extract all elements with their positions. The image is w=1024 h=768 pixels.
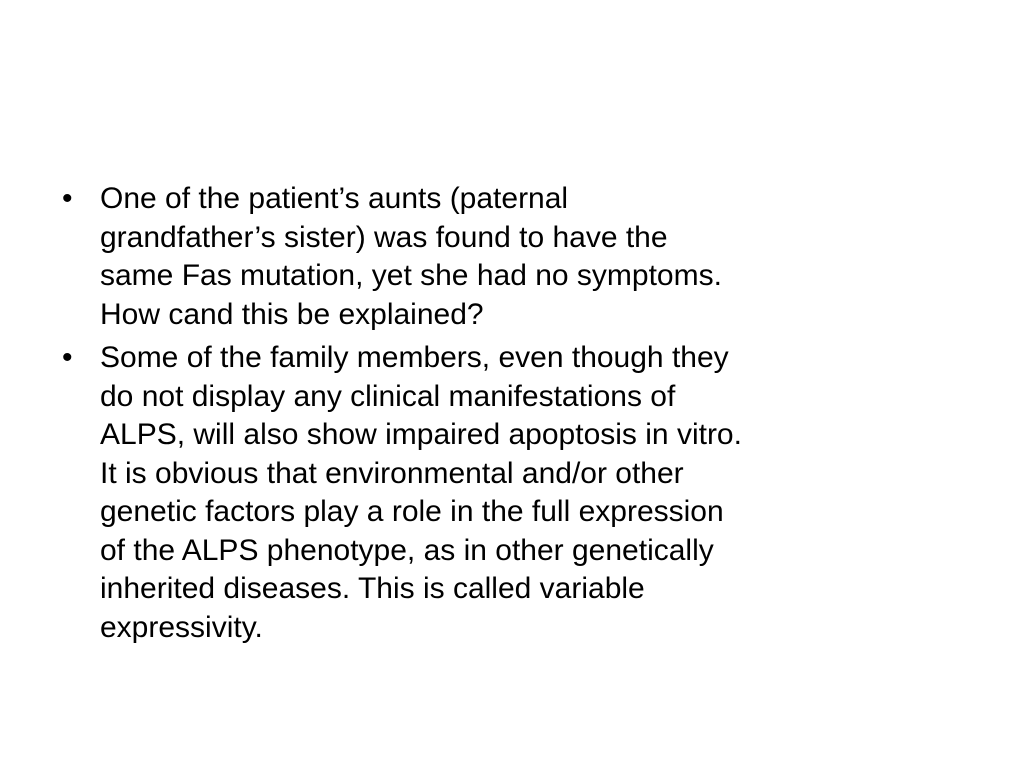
text-line: genetic factors play a role in the full expression [100,495,724,528]
bullet-text [100,339,962,647]
text-line: do not display any clinical manifestations of [100,379,676,413]
bullet-marker: • [62,182,73,215]
text-line: grandfather’s sister) was found to have the [100,220,668,254]
text-line: It is obvious that environmental and/or other [100,456,684,490]
bullet-marker: • [62,341,73,374]
bullet-item-aunt-mutation [62,180,962,334]
bullet-list [62,180,962,652]
text-line: How cand this be explained? [100,297,484,331]
text-line: of the ALPS phenotype, as in other genetically [100,533,714,567]
text-line: inherited diseases. This is called variable [100,572,645,605]
text-line: One of the patient’s aunts (paternal [100,182,569,215]
bullet-text [100,180,962,334]
text-line: ALPS, will also show impaired apoptosis in vitro. [100,418,742,451]
text-line: same Fas mutation, yet she had no symptoms. [100,259,722,292]
text-line: expressivity. [100,610,263,644]
bullet-item-variable-expressivity [62,339,962,647]
text-line: Some of the family members, even though they [100,341,729,374]
